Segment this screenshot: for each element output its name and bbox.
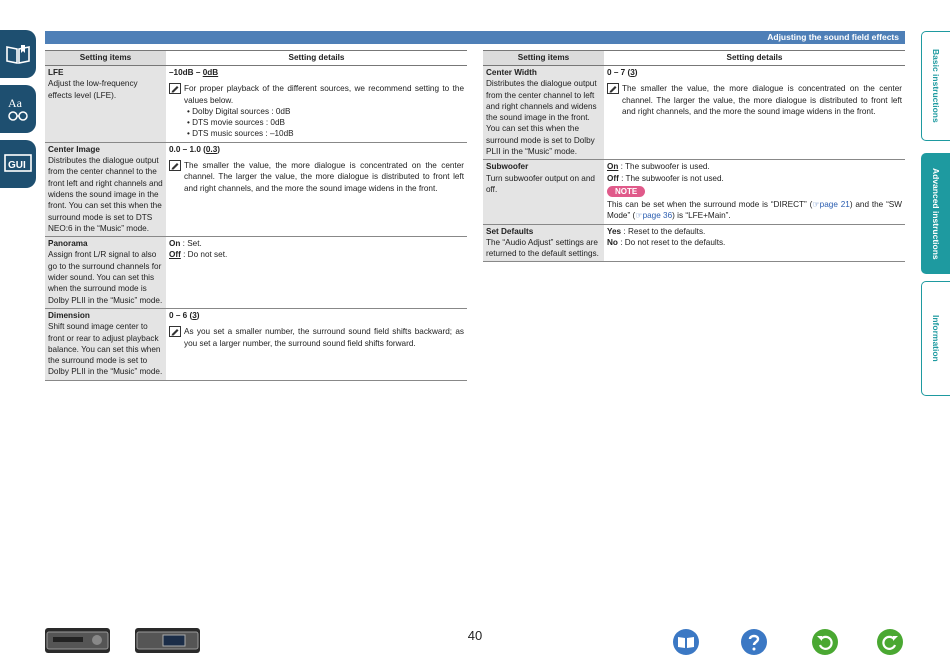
- tab-basic-instructions[interactable]: [921, 31, 950, 141]
- back-button[interactable]: [812, 629, 838, 655]
- table-row-panorama: [45, 237, 467, 309]
- pencil-note-icon: [607, 83, 619, 94]
- setting-description: Shift sound image center to front or rear to adjust playback balance. You can set this when the surround mode is set to Dolby PLII in the “Music” mode.: [48, 322, 163, 377]
- note-text: The smaller the value, the more dialogue is concentrated on the center channel. The larger the value, the more dialogue is distributed to front left and right channels, and the more the sound image widens in the front.: [622, 84, 902, 116]
- note-text: For proper playback of the different sources, we recommend setting to the values below.: [184, 84, 464, 105]
- gui-icon: [3, 153, 33, 175]
- table-row-lfe: [45, 66, 467, 143]
- index-nav-button[interactable]: [0, 85, 36, 133]
- table-header-row: [45, 51, 467, 66]
- default-value: 0dB: [202, 68, 219, 77]
- setting-description: Assign front L/R signal to also go to the surround channels for wider sound. You can set this when the surround mode is Dolby PLII in the “Music” mode.: [48, 250, 163, 305]
- setting-name: Center Image: [48, 144, 100, 154]
- settings-table-right: [483, 50, 905, 262]
- setting-range: 0.0 – 1.0 (0.3): [169, 144, 220, 154]
- setting-name: Center Width: [486, 68, 537, 77]
- setting-description: Turn subwoofer output on and off.: [486, 173, 595, 194]
- table-row-set-defaults: [483, 224, 905, 262]
- setting-range: 0 – 7 (3): [607, 68, 638, 77]
- forward-button[interactable]: [877, 629, 903, 655]
- note: [169, 83, 464, 139]
- page-section-title: Adjusting the sound field effects: [767, 32, 899, 42]
- table-row-subwoofer: [483, 160, 905, 224]
- default-value: 0.3: [205, 144, 218, 154]
- option-on: On : Set.: [169, 239, 202, 249]
- note: [169, 160, 464, 194]
- note-text: As you set a smaller number, the surround sound field shifts backward; as you set a larger number, the surround sound field shifts forward.: [184, 327, 464, 348]
- table-row-dimension: [45, 308, 467, 380]
- table-header-row: [483, 51, 905, 66]
- table-row-center-width: [483, 66, 905, 160]
- back-arrow-icon: [816, 633, 834, 651]
- option-on: On : The subwoofer is used.: [607, 162, 710, 172]
- setting-name: Subwoofer: [486, 162, 529, 172]
- receiver-front-thumbnail[interactable]: [45, 628, 110, 653]
- setting-range: –10dB – 0dB: [169, 68, 219, 77]
- column-header-details: Setting details: [166, 51, 467, 66]
- column-header-items: Setting items: [45, 51, 166, 66]
- tab-label: Basic instructions: [931, 49, 941, 123]
- contents-nav-button[interactable]: [0, 30, 36, 78]
- receiver-icon: [45, 628, 110, 653]
- option-no: No : Do not reset to the defaults.: [607, 237, 726, 247]
- book-icon: [677, 635, 695, 649]
- page-number: 40: [467, 628, 483, 643]
- note-bullet: • Dolby Digital sources : 0dB: [187, 106, 291, 116]
- page-21-link[interactable]: ☞page 21: [812, 199, 850, 209]
- page-36-link[interactable]: ☞page 36: [635, 211, 673, 221]
- display-icon: [135, 628, 200, 653]
- default-value: 3: [630, 68, 635, 77]
- gui-nav-button[interactable]: [0, 140, 36, 188]
- setting-name: Panorama: [48, 239, 88, 249]
- pencil-note-icon: [169, 326, 181, 337]
- default-value: 3: [192, 310, 197, 320]
- option-off: Off : Do not set.: [169, 250, 228, 260]
- help-button[interactable]: [741, 629, 767, 655]
- note-bullet: • DTS movie sources : 0dB: [187, 118, 285, 128]
- remote-thumbnail[interactable]: [135, 628, 200, 653]
- tab-label: Information: [931, 315, 941, 362]
- pencil-note-icon: [169, 160, 181, 171]
- header-bar: [45, 31, 905, 44]
- contents-button[interactable]: [673, 629, 699, 655]
- note: [607, 83, 902, 117]
- setting-name: Set Defaults: [486, 226, 534, 236]
- note-bullet: • DTS music sources : –10dB: [187, 129, 294, 139]
- setting-range: 0 – 6 (3): [169, 310, 200, 320]
- tab-advanced-instructions[interactable]: [921, 153, 950, 274]
- question-icon: [747, 633, 761, 651]
- column-header-items: Setting items: [483, 51, 604, 66]
- setting-description: The “Audio Adjust” settings are returned to the default settings.: [486, 237, 599, 259]
- tab-label: Advanced instructions: [931, 167, 941, 260]
- index-icon: [5, 94, 31, 124]
- setting-description: Adjust the low-frequency effects level (LFE).: [48, 79, 138, 100]
- setting-name: Dimension: [48, 310, 90, 320]
- option-off: Off : The subwoofer is not used.: [607, 173, 724, 183]
- gui-label: GUI: [8, 160, 26, 171]
- setting-name: LFE: [48, 68, 64, 77]
- tab-information[interactable]: [921, 281, 950, 396]
- note-text: This can be set when the surround mode is “DIRECT” (☞page 21) and the “SW Mode” (☞page 36) is “LFE+Main”.: [607, 199, 902, 221]
- index-label: Aa: [8, 96, 22, 110]
- table-row-center-image: [45, 142, 467, 236]
- column-header-details: Setting details: [604, 51, 905, 66]
- book-icon: [5, 43, 31, 65]
- option-yes: Yes : Reset to the defaults.: [607, 226, 706, 236]
- note-text: The smaller the value, the more dialogue is concentrated on the center channel. The larger the value, the more dialogue is distributed to front left and right channels, and the more the sound image widens in the front.: [184, 161, 464, 193]
- settings-table-left: [45, 50, 467, 381]
- pencil-note-icon: [169, 83, 181, 94]
- note: [169, 326, 464, 349]
- forward-arrow-icon: [881, 633, 899, 651]
- setting-description: Distributes the dialogue output from the center channel to the front left and right channels and widens the sound image in the front. You can set this when the surround mode is set to DTS NEO:6 in the “Music” mode.: [48, 156, 163, 233]
- note-badge: NOTE: [607, 186, 645, 197]
- setting-description: Distributes the dialogue output from the center channel to left and right channels and widens the sound image in the front. You can set this when the surround mode is set to Dolby PLII in the “Music” mode.: [486, 79, 597, 157]
